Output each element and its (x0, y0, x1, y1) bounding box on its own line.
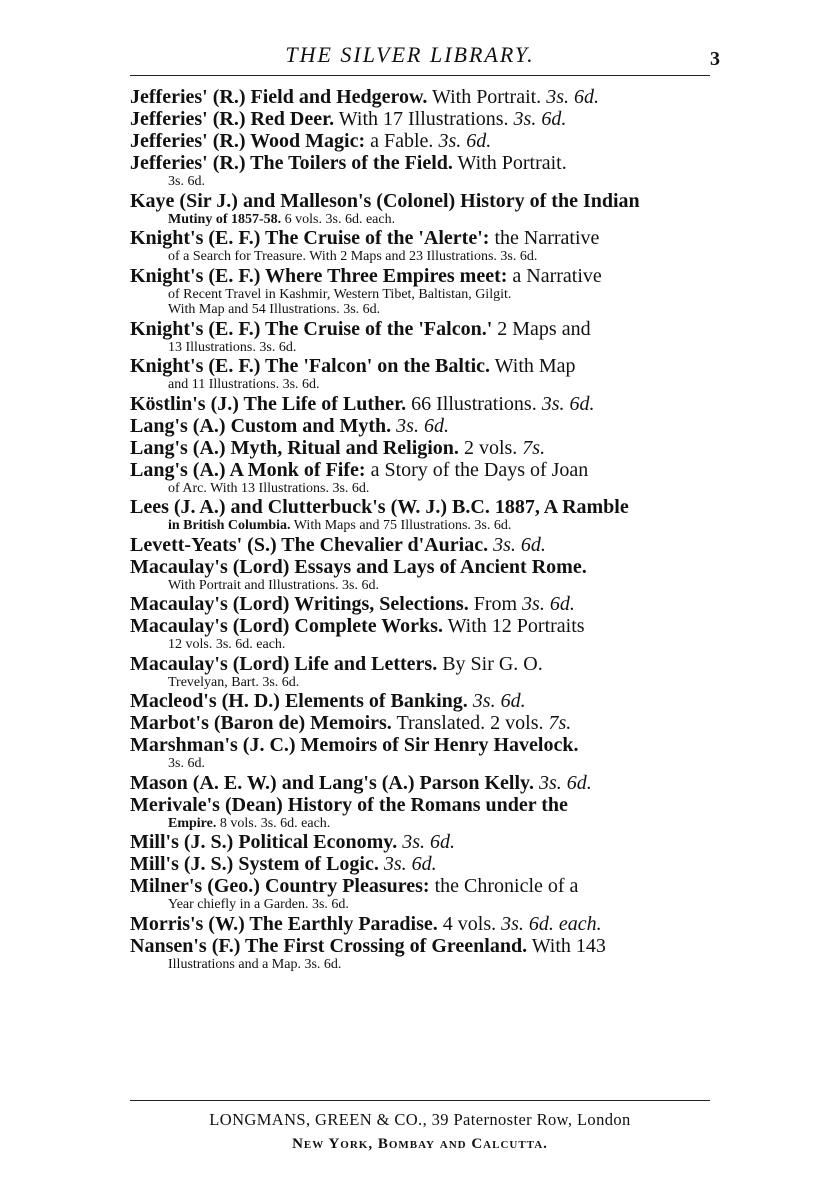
entry-detail: and 11 Illustrations. 3s. 6d. (168, 377, 320, 392)
entry-title: Knight's (E. F.) The Cruise of the 'Alerte': (130, 227, 490, 249)
entry-title-line (130, 875, 720, 897)
entry-title-line (130, 393, 720, 415)
entry-title: Knight's (E. F.) The Cruise of the 'Falcon.' (130, 317, 493, 340)
entry-detail: With Maps and 75 Illustrations. 3s. 6d. (290, 518, 512, 533)
entry-title: Macaulay's (Lord) Essays and Lays of Ancient Rome. (130, 555, 587, 578)
entry-title-line (130, 459, 720, 481)
entry-price: 3s. 6d. (396, 414, 449, 437)
entry-title: Lees (J. A.) and Clutterbuck's (W. J.) B.C. 1887, A Ramble (130, 496, 629, 518)
entry-title: Mill's (J. S.) Political Economy. (130, 831, 398, 853)
entry-title-line (130, 794, 720, 816)
entry-description: a Story of the Days of Joan (365, 458, 589, 481)
catalogue-entry (130, 496, 720, 534)
entry-description: Translated. 2 vols. (391, 712, 549, 734)
running-title: THE SILVER LIBRARY. (285, 42, 535, 67)
entry-price: 3s. 6d. (402, 831, 456, 853)
catalogue-entry (130, 734, 720, 772)
entry-description: 2 vols. (458, 436, 523, 459)
catalogue-entry (130, 875, 720, 913)
entry-price: 3s. 6d. (522, 593, 575, 615)
entry-title-line (130, 653, 720, 675)
entry-title-line (130, 152, 720, 174)
catalogue-entry (130, 265, 720, 318)
entry-detail: 6 vols. 3s. 6d. each. (281, 211, 396, 227)
entry-title: Macaulay's (Lord) Life and Letters. (130, 652, 438, 675)
entry-price: 3s. 6d. (541, 392, 595, 415)
entry-title: Morris's (W.) The Earthly Paradise. (130, 912, 438, 935)
entry-detail-line (130, 249, 720, 265)
catalogue-entry (130, 393, 720, 415)
entry-title-line (130, 712, 720, 734)
entry-title: Levett-Yeats' (S.) The Chevalier d'Auriac. (130, 533, 489, 556)
entry-title: Marbot's (Baron de) Memoirs. (130, 712, 392, 734)
entry-title: Milner's (Geo.) Country Pleasures: (130, 875, 430, 897)
entry-title-line (130, 593, 720, 615)
entry-price: 3s. 6d. (438, 130, 492, 152)
entry-detail-line (130, 637, 720, 653)
entry-description: From (468, 593, 523, 615)
entry-detail: 8 vols. 3s. 6d. each. (216, 815, 331, 831)
entry-detail: 12 vols. 3s. 6d. each. (168, 637, 286, 652)
entry-detail-line: With Map and 54 Illustrations. 3s. 6d. (168, 302, 381, 317)
entry-title: Mason (A. E. W.) and Lang's (A.) Parson Kelly. (130, 771, 534, 794)
catalogue-entry (130, 615, 720, 653)
catalogue-entry (130, 437, 720, 459)
entry-title: Knight's (E. F.) The 'Falcon' on the Baltic. (130, 355, 491, 377)
entry-description: With 143 (527, 934, 606, 957)
catalogue-entry (130, 556, 720, 594)
entry-title-line (130, 534, 720, 556)
entry-detail: With Portrait and Illustrations. 3s. 6d. (168, 577, 379, 593)
entry-title-line (130, 437, 720, 459)
entry-title-line (130, 913, 720, 935)
entry-detail: Trevelyan, Bart. 3s. 6d. (168, 674, 300, 690)
entry-detail-line (130, 578, 720, 594)
entry-title-line (130, 615, 720, 637)
catalogue-entry (130, 593, 720, 615)
entry-title-line (130, 772, 720, 794)
entry-title: Mill's (J. S.) System of Logic. (130, 853, 379, 875)
entry-title-line (130, 853, 720, 875)
entry-detail: 13 Illustrations. 3s. 6d. (168, 339, 297, 355)
entry-price: 3s. 6d. (383, 853, 437, 875)
entry-price: 7s. (522, 436, 546, 459)
catalogue-entry (130, 690, 720, 712)
entry-description: 4 vols. (437, 912, 502, 935)
entry-title: Jefferies' (R.) Field and Hedgerow. (130, 86, 428, 108)
catalogue-entry (130, 712, 720, 734)
entry-detail-line (130, 816, 720, 832)
entry-detail: of a Search for Treasure. With 2 Maps and 23 Illustrations. 3s. 6d. (168, 249, 538, 264)
entry-detail-line (130, 481, 720, 497)
entry-title-line (130, 496, 720, 518)
entry-title-line (130, 130, 720, 152)
entry-title: Merivale's (Dean) History of the Romans under the (130, 793, 568, 816)
catalogue-list (130, 86, 720, 972)
entry-detail-line (130, 340, 720, 356)
entry-price: 3s. 6d. (472, 690, 526, 712)
catalogue-entry (130, 853, 720, 875)
entry-title-line (130, 690, 720, 712)
entry-detail-line (130, 897, 720, 913)
entry-description: With Portrait. (427, 86, 547, 108)
entry-price: 3s. 6d. each. (501, 912, 602, 935)
entry-description: the Narrative (489, 227, 600, 249)
entry-title: Lang's (A.) A Monk of Fife: (130, 458, 366, 481)
catalogue-entry (130, 653, 720, 691)
entry-title-line (130, 935, 720, 957)
entry-title-line (130, 265, 720, 287)
entry-title-continued: in British Columbia. (168, 518, 291, 533)
entry-detail: Year chiefly in a Garden. 3s. 6d. (168, 897, 349, 912)
entry-description: the Chronicle of a (429, 875, 579, 897)
entry-price: 3s. 6d. (513, 108, 567, 130)
entry-title-line (130, 355, 720, 377)
catalogue-entry (130, 108, 720, 130)
entry-detail-line (130, 756, 720, 772)
entry-detail: of Recent Travel in Kashmir, Western Tibet, Baltistan, Gilgit. (168, 286, 512, 302)
entry-description: a Fable. (365, 130, 439, 152)
publisher-line: LONGMANS, GREEN & CO., 39 Paternoster Row, London (209, 1110, 631, 1129)
entry-price: 7s. (548, 712, 572, 734)
catalogue-entry (130, 831, 720, 853)
entry-description: With Portrait. (452, 152, 567, 174)
header-rule (130, 75, 710, 76)
publisher-cities: New York, Bombay and Calcutta. (292, 1136, 548, 1152)
entry-title-line (130, 318, 720, 340)
catalogue-entry (130, 534, 720, 556)
entry-title-line (130, 227, 720, 249)
catalogue-entry (130, 152, 720, 190)
entry-title-line (130, 556, 720, 578)
catalogue-entry (130, 355, 720, 393)
catalogue-entry (130, 415, 720, 437)
entry-detail-line (130, 174, 720, 190)
entry-title: Lang's (A.) Myth, Ritual and Religion. (130, 436, 459, 459)
entry-title: Macleod's (H. D.) Elements of Banking. (130, 690, 468, 712)
entry-detail-line (130, 675, 720, 691)
entry-detail-line (130, 212, 720, 228)
footer-rule (130, 1100, 710, 1101)
entry-description: a Narrative (507, 264, 602, 287)
entry-title-line (130, 415, 720, 437)
catalogue-entry (130, 772, 720, 794)
catalogue-entry (130, 459, 720, 497)
entry-title-continued: Empire. (168, 815, 217, 831)
entry-title: Jefferies' (R.) The Toilers of the Field. (130, 152, 453, 174)
entry-title-continued: Mutiny of 1857-58. (168, 211, 282, 227)
entry-title: Lang's (A.) Custom and Myth. (130, 414, 392, 437)
entry-detail-line (130, 287, 720, 303)
entry-detail-line (130, 957, 720, 973)
entry-detail-line (130, 518, 720, 534)
entry-detail: 3s. 6d. (168, 174, 205, 189)
entry-detail: 3s. 6d. (168, 756, 205, 771)
catalogue-entry (130, 913, 720, 935)
entry-title-line (130, 190, 720, 212)
entry-detail-line (130, 377, 720, 393)
catalogue-entry (130, 935, 720, 973)
entry-description: 2 Maps and (492, 317, 591, 340)
entry-title: Macaulay's (Lord) Complete Works. (130, 615, 443, 637)
entry-price: 3s. 6d. (538, 771, 592, 794)
catalogue-entry (130, 794, 720, 832)
entry-detail: Illustrations and a Map. 3s. 6d. (168, 956, 342, 972)
entry-title: Marshman's (J. C.) Memoirs of Sir Henry Havelock. (130, 734, 579, 756)
entry-title: Köstlin's (J.) The Life of Luther. (130, 392, 407, 415)
page-number: 3 (710, 48, 720, 70)
entry-description: With 12 Portraits (442, 615, 585, 637)
entry-price: 3s. 6d. (546, 86, 599, 108)
entry-title-line (130, 86, 720, 108)
catalogue-entry (130, 318, 720, 356)
entry-price: 3s. 6d. (493, 533, 546, 556)
entry-title: Jefferies' (R.) Red Deer. (130, 108, 335, 130)
catalogue-entry (130, 130, 720, 152)
catalogue-entry (130, 86, 720, 108)
publisher-footer (130, 1110, 710, 1153)
entry-title: Jefferies' (R.) Wood Magic: (130, 130, 366, 152)
entry-description: With 17 Illustrations. (334, 108, 514, 130)
entry-title-line (130, 734, 720, 756)
entry-title: Kaye (Sir J.) and Malleson's (Colonel) History of the Indian (130, 189, 640, 212)
entry-description: By Sir G. O. (437, 652, 543, 675)
entry-detail: of Arc. With 13 Illustrations. 3s. 6d. (168, 480, 370, 496)
catalogue-entry (130, 227, 720, 265)
entry-description: With Map (490, 355, 576, 377)
entry-title: Knight's (E. F.) Where Three Empires meet: (130, 264, 508, 287)
catalogue-entry (130, 190, 720, 228)
entry-title-line (130, 831, 720, 853)
entry-title-line (130, 108, 720, 130)
entry-title: Nansen's (F.) The First Crossing of Greenland. (130, 934, 528, 957)
page-header (130, 40, 720, 70)
entry-title: Macaulay's (Lord) Writings, Selections. (130, 593, 469, 615)
entry-description: 66 Illustrations. (406, 392, 542, 415)
